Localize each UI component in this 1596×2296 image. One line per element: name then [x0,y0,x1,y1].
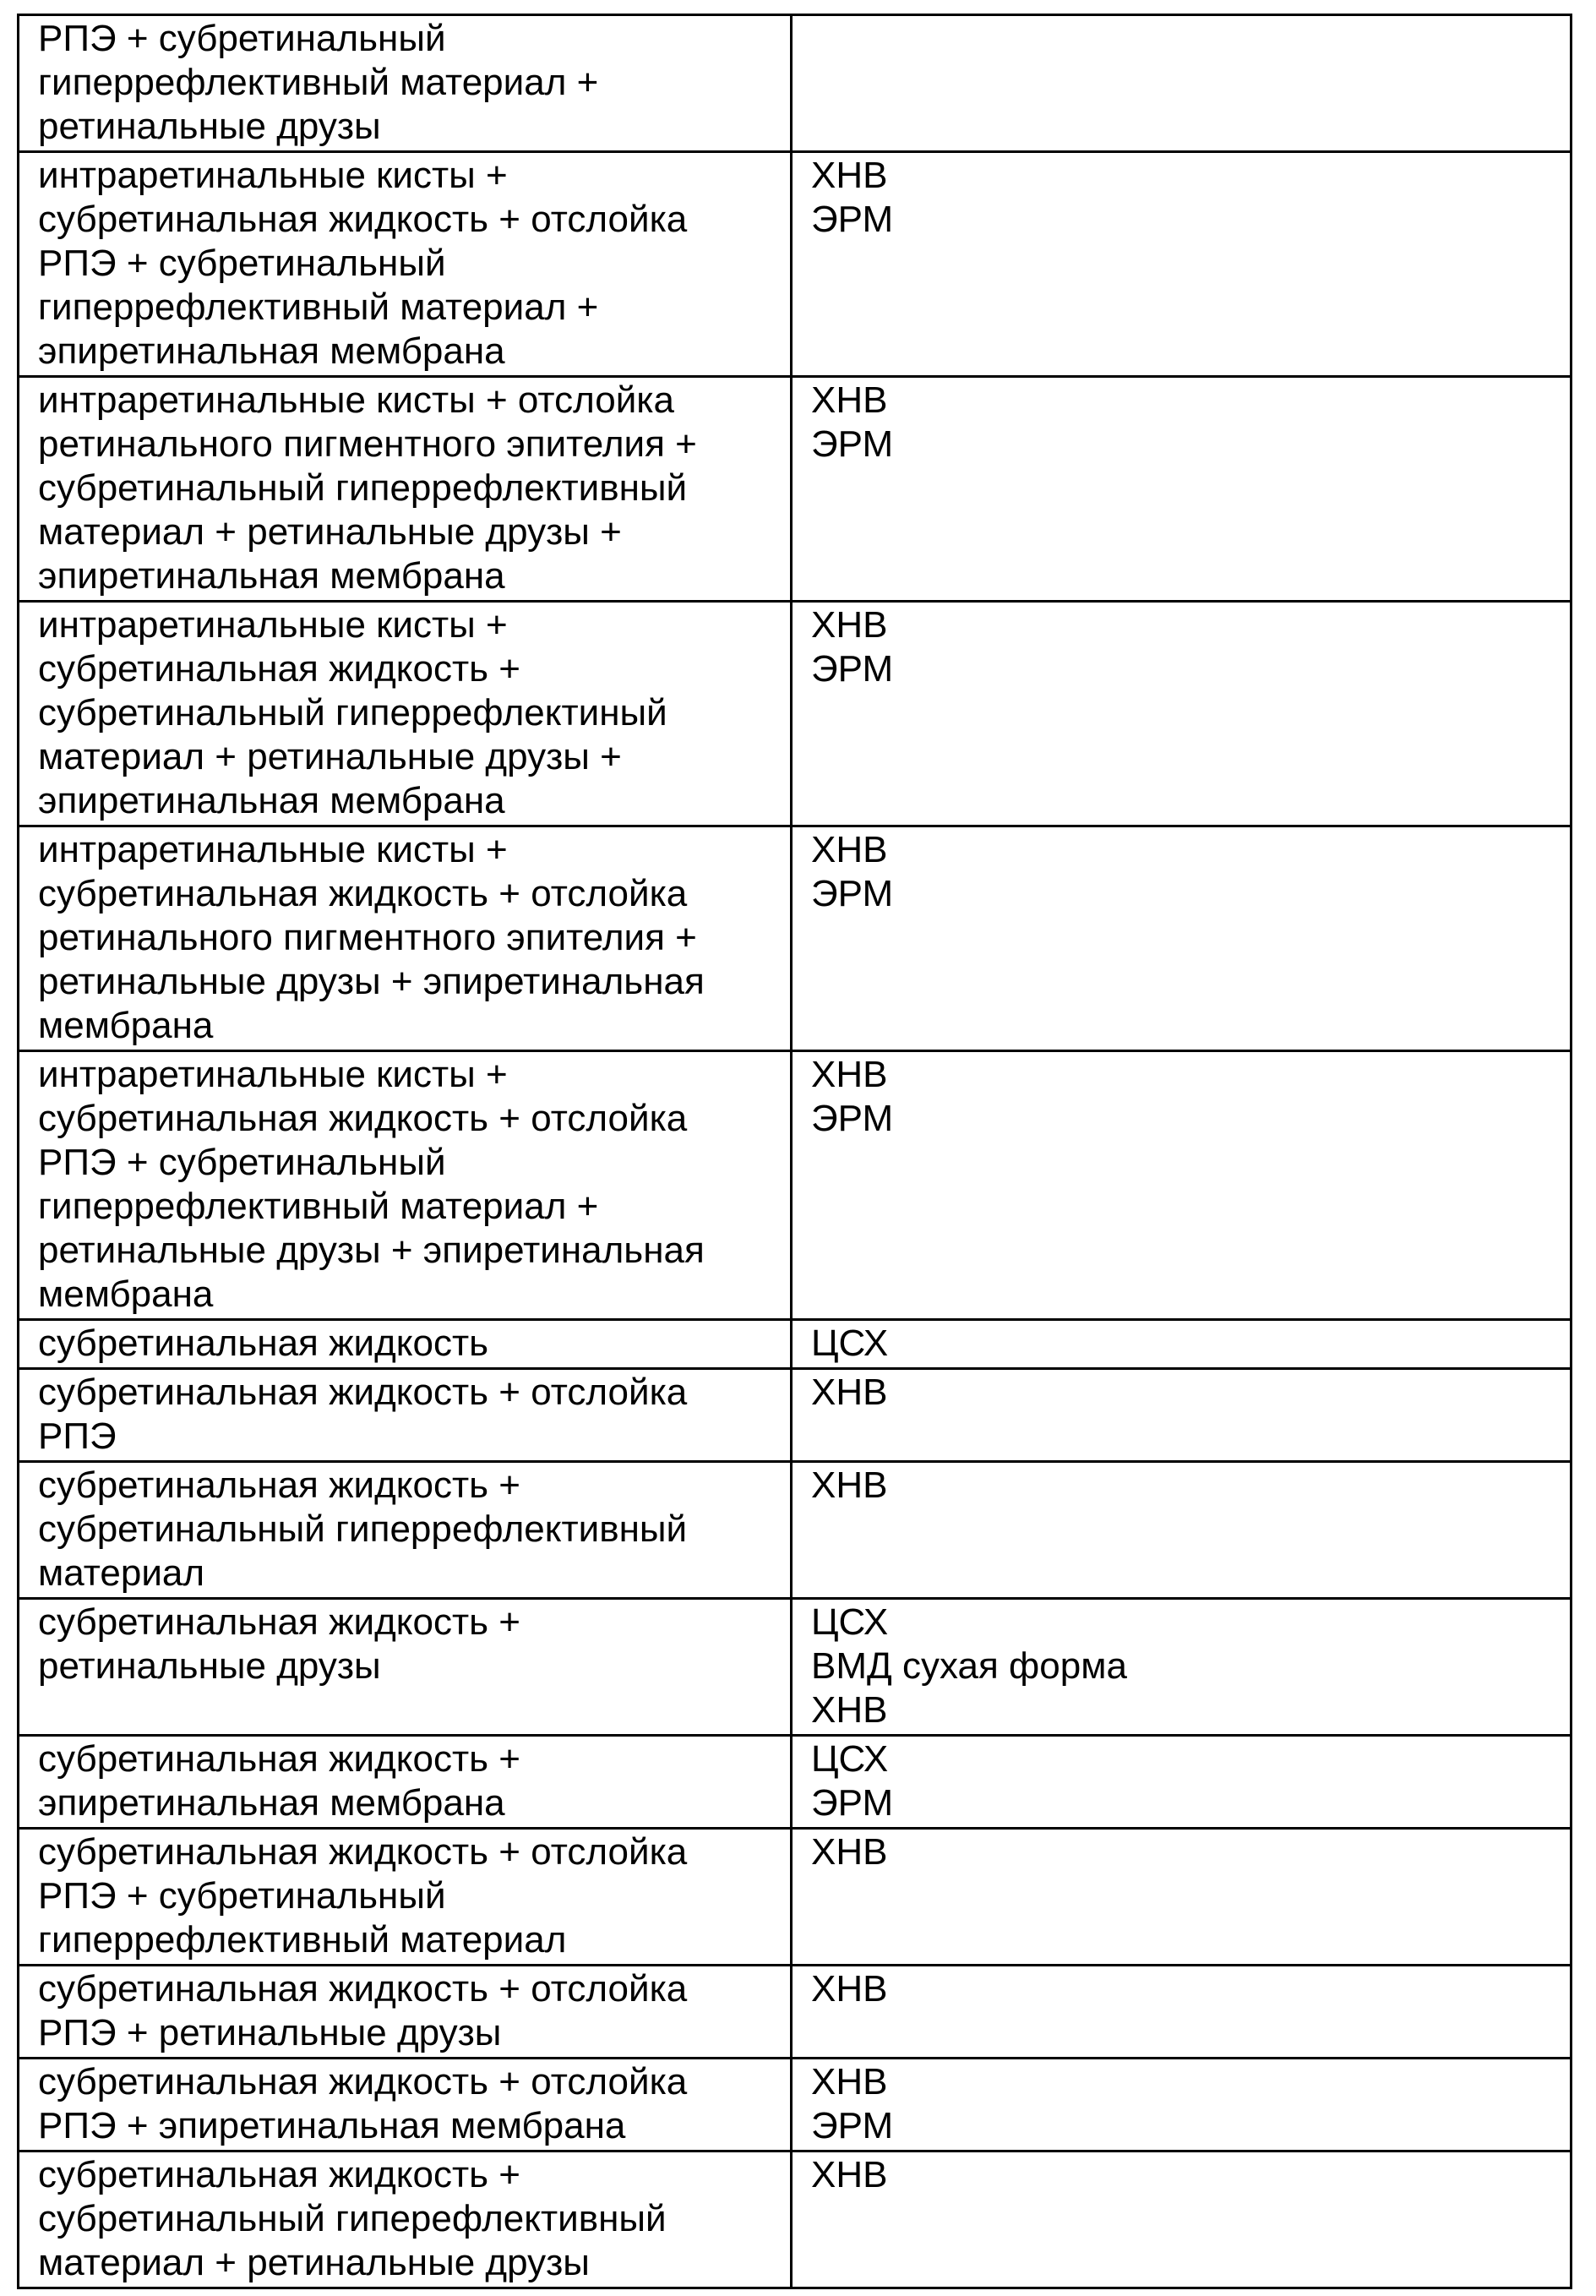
table-row [19,152,1571,377]
findings-cell: субретинальная жидкость + отслойка РПЭ + эпиретинальная мембрана [19,2059,792,2151]
diagnosis-cell: ХНВ ЭРМ [792,377,1571,602]
table-row [19,1320,1571,1369]
diagnosis-cell: ХНВ ЭРМ [792,826,1571,1051]
table-row [19,1599,1571,1736]
diagnosis-cell: ЦСХ [792,1320,1571,1369]
findings-cell: субретинальная жидкость + отслойка РПЭ + ретинальные друзы [19,1966,792,2059]
findings-cell: интраретинальные кисты + субретинальная жидкость + отслойка РПЭ + субретинальный гиперрефлективный материал + ретинальные друзы + эпиретинальная мембрана [19,1051,792,1320]
diagnosis-cell: ХНВ ЭРМ [792,152,1571,377]
table-row [19,2059,1571,2151]
diagnosis-cell: ХНВ ЭРМ [792,602,1571,826]
findings-cell: субретинальная жидкость + субретинальный гиперефлективный материал + ретинальные друзы [19,2151,792,2288]
findings-cell: интраретинальные кисты + отслойка ретинального пигментного эпителия + субретинальный гиперрефлективный материал + ретинальные друзы + эпиретинальная мембрана [19,377,792,602]
table-body [19,15,1571,2288]
diagnosis-cell: ХНВ [792,1829,1571,1966]
diagnosis-cell: ЦСХ ЭРМ [792,1736,1571,1829]
findings-cell: субретинальная жидкость + отслойка РПЭ + субретинальный гиперрефлективный материал [19,1829,792,1966]
diagnosis-cell: ХНВ ЭРМ [792,1051,1571,1320]
table-row [19,1462,1571,1599]
table-row [19,15,1571,152]
oct-biomarkers-table [17,14,1572,2289]
diagnosis-cell: ХНВ [792,2151,1571,2288]
table-row [19,377,1571,602]
table-row [19,1736,1571,1829]
findings-cell: РПЭ + субретинальный гиперрефлективный материал + ретинальные друзы [19,15,792,152]
diagnosis-cell: ХНВ [792,1462,1571,1599]
diagnosis-cell: ХНВ ЭРМ [792,2059,1571,2151]
table-row [19,826,1571,1051]
findings-cell: субретинальная жидкость [19,1320,792,1369]
table-row [19,1369,1571,1462]
table-row [19,1829,1571,1966]
table-row [19,602,1571,826]
findings-cell: субретинальная жидкость + эпиретинальная мембрана [19,1736,792,1829]
findings-cell: субретинальная жидкость + отслойка РПЭ [19,1369,792,1462]
table-row [19,1051,1571,1320]
diagnosis-cell: ЦСХ ВМД сухая форма ХНВ [792,1599,1571,1736]
findings-cell: субретинальная жидкость + ретинальные друзы [19,1599,792,1736]
findings-cell: субретинальная жидкость + субретинальный гиперрефлективный материал [19,1462,792,1599]
findings-cell: интраретинальные кисты + субретинальная жидкость + субретинальный гиперрефлектиный материал + ретинальные друзы + эпиретинальная мембрана [19,602,792,826]
table-row [19,1966,1571,2059]
diagnosis-cell [792,15,1571,152]
findings-cell: интраретинальные кисты + субретинальная жидкость + отслойка ретинального пигментного эпителия + ретинальные друзы + эпиретинальная мембрана [19,826,792,1051]
diagnosis-cell: ХНВ [792,1369,1571,1462]
table-row [19,2151,1571,2288]
findings-cell: интраретинальные кисты + субретинальная жидкость + отслойка РПЭ + субретинальный гиперрефлективный материал + эпиретинальная мембрана [19,152,792,377]
diagnosis-cell: ХНВ [792,1966,1571,2059]
